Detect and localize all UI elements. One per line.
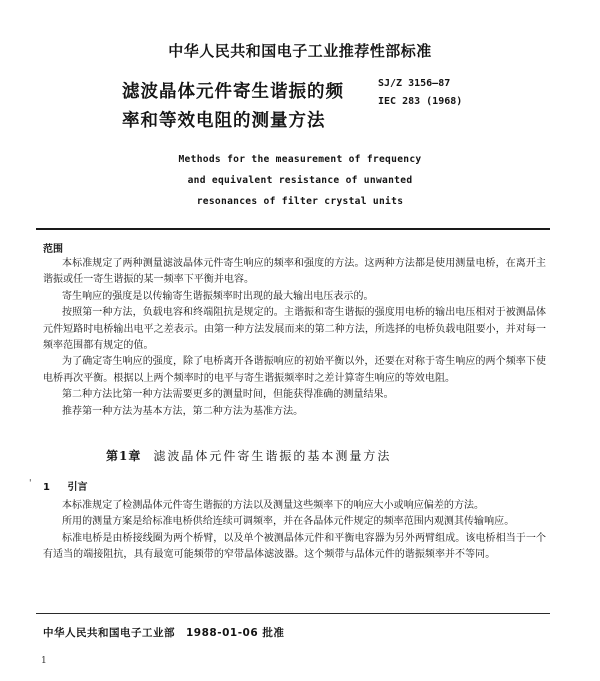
bottom-divider	[36, 613, 550, 614]
scope-paragraph: 推荐第一种方法为基本方法，第二种方法为基准方法。	[62, 405, 304, 417]
scope-paragraph: 按照第一种方法，负载电容和终端阻抗是规定的。主谐振和寄生谐振的强度用电桥的输出电压相对于被测晶体元件短路时电桥输出电平之差表示。由第一种方法发展而来的第二种方法，所选择的电桥负载电阻要小，并对每一频率范围都有规定的值。	[43, 307, 546, 352]
standard-code: SJ/Z 3156—87	[378, 78, 451, 89]
scope-paragraph: 第二种方法比第一种方法需要更多的测量时间，但能获得准确的测量结果。	[62, 389, 394, 401]
chapter-name: 滤波晶体元件寄生谐振的基本测量方法	[153, 449, 392, 463]
scope-paragraph: 寄生响应的强度是以传输寄生谐振频率时出现的最大输出电压表示的。	[62, 290, 374, 302]
title-line-1: 滤波晶体元件寄生谐振的频	[122, 82, 344, 102]
chapter-number: 第1章	[106, 449, 142, 463]
section-title: 引言	[67, 482, 88, 493]
section-1-heading	[43, 478, 87, 493]
section-1-body	[43, 498, 546, 564]
top-divider	[36, 228, 550, 230]
scope-paragraph: 本标准规定了两种测量滤波晶体元件寄生响应的频率和强度的方法。这两种方法都是使用测量电桥，在离开主谐振或任一寄生谐振的某一频率下平衡并电容。	[43, 258, 546, 286]
english-title-line-1: Methods for the measurement of frequency	[178, 154, 422, 165]
section-paragraph: 本标准规定了检测晶体元件寄生谐振的方法以及测量这些频率下的响应大小或响应偏差的方法。	[62, 500, 485, 511]
title-line-2: 率和等效电阻的测量方法	[122, 111, 326, 131]
english-title-line-2: and equivalent resistance of unwanted	[187, 175, 413, 186]
section-paragraph: 标准电桥是由桥接线圈为两个桥臂，以及单个被测晶体元件和平衡电容器为另外两臂组成。该电桥相当于一个有适当的端接阻抗，具有最宽可能频带的窄带晶体滤波器。这个频带与晶体元件的谐振频率并不等同。	[43, 532, 546, 561]
margin-mark: '	[29, 479, 32, 489]
iec-reference: IEC 283 (1968)	[378, 96, 463, 107]
approval-footer: 中华人民共和国电子工业部 1988-01-06 批准	[43, 627, 285, 639]
scope-paragraph: 为了确定寄生响应的强度，除了电桥离开各谐振响应的初始平衡以外，还要在对称于寄生响应的两个频率下使电桥再次平衡。根据以上两个频率时的电平与寄生谐振频率时之差计算寄生响应的等效电阻。	[43, 356, 546, 384]
document-header: 中华人民共和国电子工业推荐性部标准	[168, 42, 432, 60]
section-number: 1	[43, 482, 50, 493]
section-paragraph: 所用的测量方案是给标准电桥供给连续可调频率，并在各晶体元件规定的频率范围内观测其传输响应。	[62, 516, 515, 528]
scope-heading: 范围	[43, 244, 63, 255]
chapter-title	[106, 447, 391, 464]
scope-body	[43, 256, 546, 420]
english-title-line-3: resonances of filter crystal units	[196, 196, 404, 207]
page-mark: 1	[41, 656, 47, 666]
